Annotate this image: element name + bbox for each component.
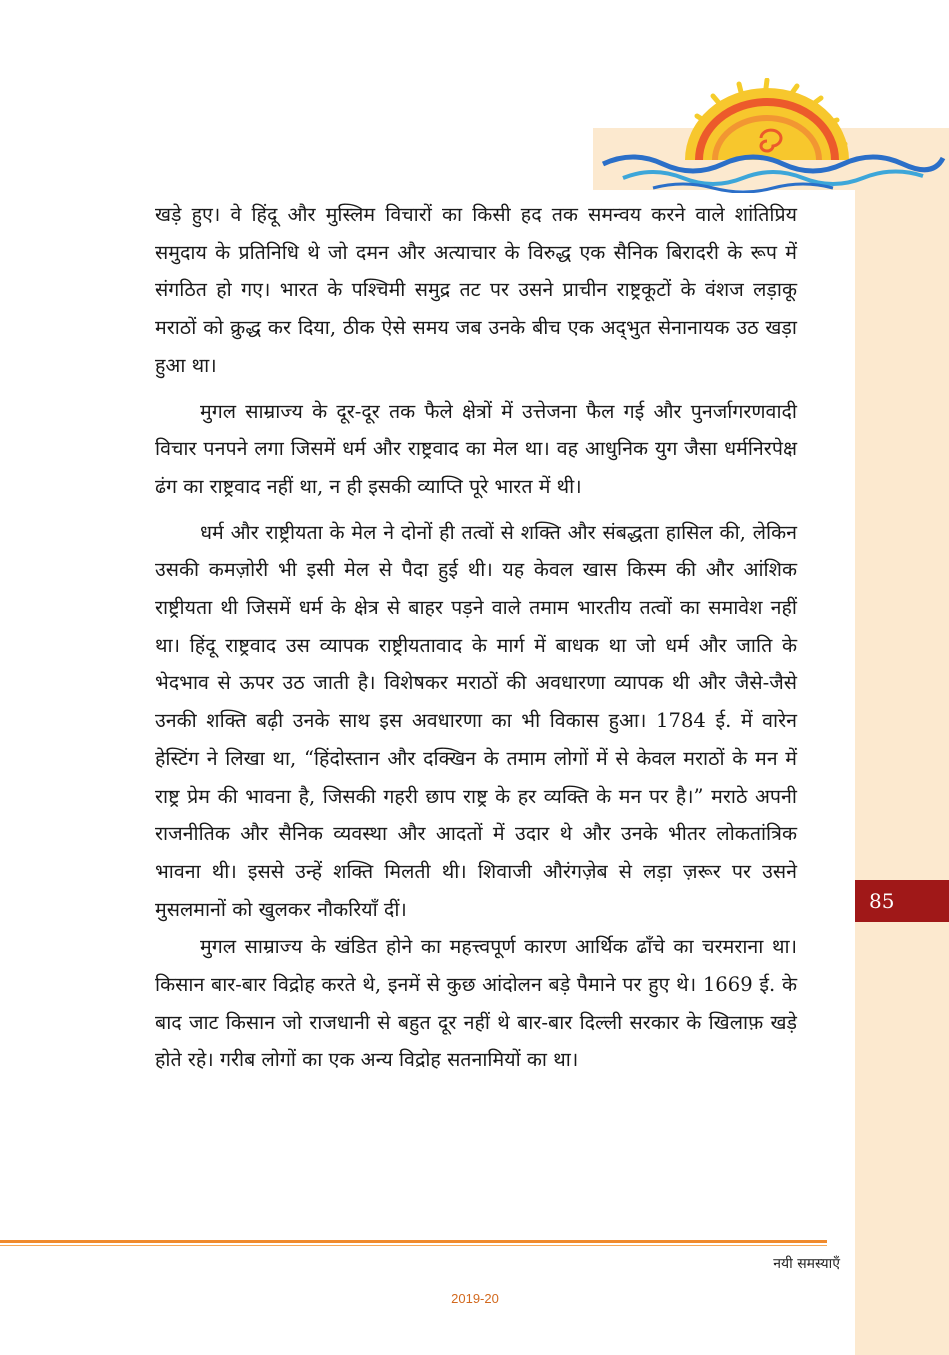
footer-rule	[0, 1240, 827, 1243]
chapter-title: नयी समस्याएँ	[773, 1256, 840, 1272]
paragraph-1: खड़े हुए। वे हिंदू और मुस्लिम विचारों का किसी हद तक समन्वय करने वाले शांतिप्रिय समुदाय के प्रतिनिधि थे जो दमन और अत्याचार के विरुद्ध एक सैनिक बिरादरी के रूप में संगठित हो गए। भारत के पश्चिमी समुद्र तट पर उसने प्राचीन राष्ट्रकूटों के वंशज लड़ाकू मराठों को क्रुद्ध कर दिया, ठीक ऐसे समय जब उनके बीच एक अद्‌भुत सेनानायक उठ खड़ा हुआ था।	[155, 203, 797, 377]
sun-over-waves-icon	[593, 78, 949, 193]
paragraph-3: धर्म और राष्ट्रीयता के मेल ने दोनों ही तत्वों से शक्ति और संबद्धता हासिल की, लेकिन उसकी कमज़ोरी भी इसी मेल से पैदा हुई थी। यह केवल खास किस्म की और आंशिक राष्ट्रीयता थी जिसमें धर्म के क्षेत्र से बाहर पड़ने वाले तमाम भारतीय तत्वों का समावेश नहीं था। हिंदू राष्ट्रवाद उस व्यापक राष्ट्रीयतावाद के मार्ग में बाधक था जो धर्म और जाति के भेदभाव से ऊपर उठ जाती है। विशेषकर मराठों की अवधारणा व्यापक थी और जैसे-जैसे उनकी शक्ति बढ़ी उनके साथ इस अवधारणा का भी विकास हुआ। 1784 ई. में वारेन हेस्टिंग ने लिखा था, “हिंदोस्तान और दक्खिन के तमाम लोगों में से केवल मराठों के मन में राष्ट्र प्रेम की भावना है, जिसकी गहरी छाप राष्ट्र के हर व्यक्ति के मन पर है।” मराठे अपनी राजनीतिक और सैनिक व्यवस्था और आदतों में उदार थे और उनके भीतर लोकतांत्रिक भावना थी। इससे उन्हें शक्ति मिलती थी। शिवाजी औरंगज़ेब से लड़ा ज़रूर पर उसने मुसलमानों को खुलकर नौकरियाँ दीं।	[155, 520, 797, 921]
footer-rule-thin	[0, 1245, 827, 1246]
edition-year: 2019-20	[451, 1291, 499, 1306]
paragraph-4: मुगल साम्राज्य के खंडित होने का महत्त्वपूर्ण कारण आर्थिक ढाँचे का चरमराना था। किसान बार-बार विद्रोह करते थे, इनमें से कुछ आंदोलन बड़े पैमाने पर हुए थे। 1669 ई. के बाद जाट किसान जो राजधानी से बहुत दूर नहीं थे बार-बार दिल्ली सरकार के खिलाफ़ खड़े होते रहे। गरीब लोगों का एक अन्य विद्रोह सतनामियों का था।	[155, 935, 797, 1072]
margin-band	[855, 170, 949, 1355]
page-number: 85	[855, 880, 949, 922]
paragraph-2: मुगल साम्राज्य के दूर-दूर तक फैले क्षेत्रों में उत्तेजना फैल गई और पुनर्जागरणवादी विचार पनपने लगा जिसमें धर्म और राष्ट्रवाद का मेल था। वह आधुनिक युग जैसा धर्मनिरपेक्ष ढंग का राष्ट्रवाद नहीं था, न ही इसकी व्याप्ति पूरे भारत में थी।	[155, 399, 797, 498]
body-text	[155, 196, 797, 1087]
